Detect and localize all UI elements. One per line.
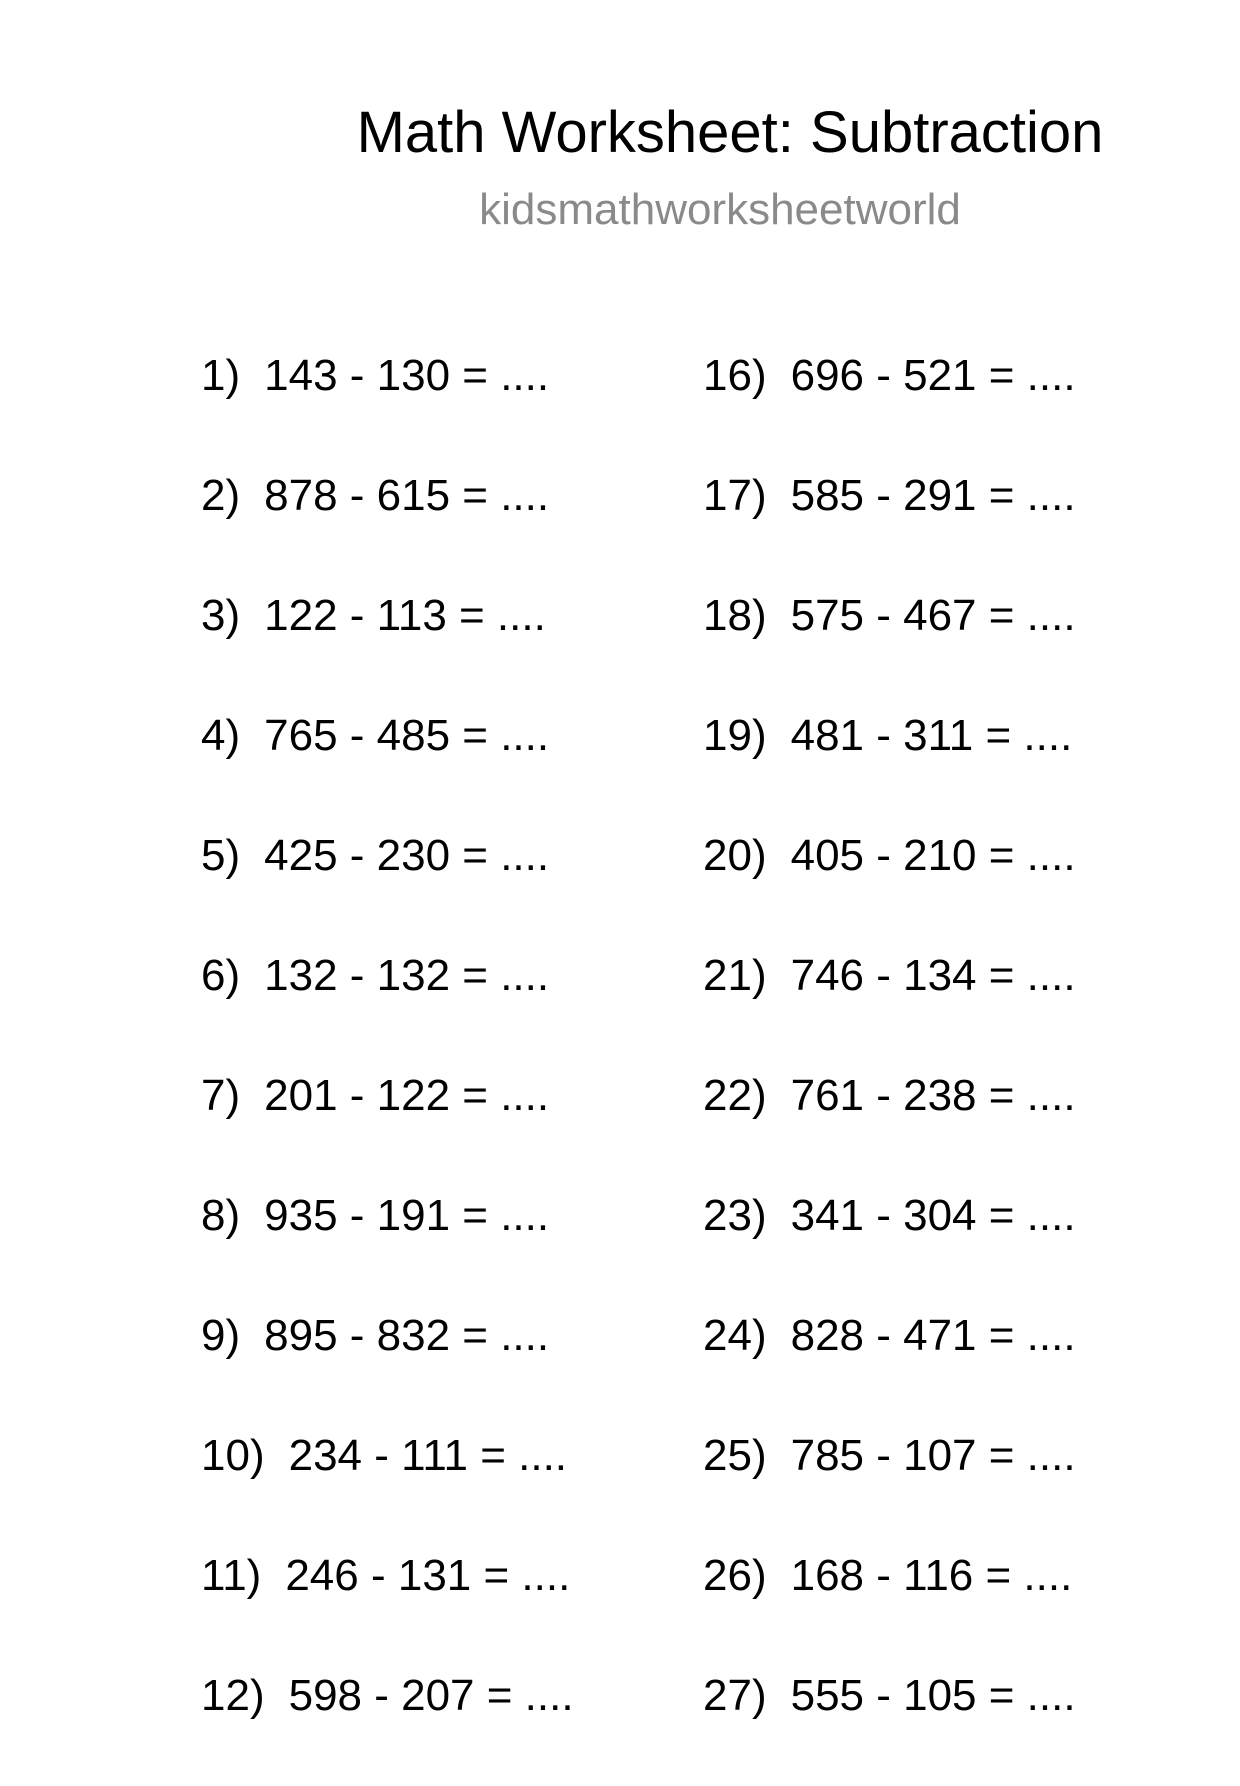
problem-item	[703, 1426, 1076, 1546]
problem-number: 6)	[201, 951, 241, 1000]
problem-number: 22)	[703, 1071, 767, 1120]
problem-expression: 828 - 471 = ....	[790, 1311, 1076, 1360]
problem-expression: 201 - 122 = ....	[264, 1071, 550, 1120]
problem-number: 19)	[703, 711, 767, 760]
problem-expression: 143 - 130 = ....	[264, 351, 550, 400]
problem-item	[201, 826, 574, 946]
problem-item	[201, 346, 574, 466]
problem-expression: 878 - 615 = ....	[264, 471, 550, 520]
problem-number: 2)	[201, 471, 241, 520]
problem-expression: 405 - 210 = ....	[790, 831, 1076, 880]
problem-expression: 895 - 832 = ....	[264, 1311, 550, 1360]
problem-item	[703, 1666, 1076, 1786]
problem-item	[703, 346, 1076, 466]
problem-expression: 585 - 291 = ....	[790, 471, 1076, 520]
problem-number: 3)	[201, 591, 241, 640]
problem-number: 20)	[703, 831, 767, 880]
problem-item	[201, 1546, 574, 1666]
problem-expression: 168 - 116 = ....	[790, 1551, 1073, 1600]
problem-number: 23)	[703, 1191, 767, 1240]
problem-expression: 935 - 191 = ....	[264, 1191, 550, 1240]
problem-expression: 481 - 311 = ....	[790, 711, 1073, 760]
problem-item	[201, 1306, 574, 1426]
problem-item	[201, 706, 574, 826]
problem-item	[703, 1066, 1076, 1186]
problem-number: 5)	[201, 831, 241, 880]
problem-expression: 425 - 230 = ....	[264, 831, 550, 880]
problem-number: 17)	[703, 471, 767, 520]
problem-item	[703, 1306, 1076, 1426]
page-title: Math Worksheet: Subtraction	[356, 100, 1104, 165]
problem-item	[703, 706, 1076, 826]
problem-item	[703, 1546, 1076, 1666]
problem-item	[201, 466, 574, 586]
problem-number: 18)	[703, 591, 767, 640]
problem-expression: 785 - 107 = ....	[790, 1431, 1076, 1480]
problem-expression: 575 - 467 = ....	[790, 591, 1076, 640]
problem-expression: 341 - 304 = ....	[790, 1191, 1076, 1240]
problem-item	[703, 1186, 1076, 1306]
problem-expression: 555 - 105 = ....	[790, 1671, 1076, 1720]
problem-expression: 761 - 238 = ....	[790, 1071, 1076, 1120]
problem-number: 11)	[201, 1551, 262, 1600]
problem-column-left	[201, 346, 574, 1786]
problem-expression: 132 - 132 = ....	[264, 951, 550, 1000]
problem-number: 12)	[201, 1671, 265, 1720]
problem-number: 7)	[201, 1071, 241, 1120]
problem-expression: 246 - 131 = ....	[285, 1551, 571, 1600]
problem-item	[201, 1186, 574, 1306]
problem-number: 25)	[703, 1431, 767, 1480]
problem-item	[201, 1066, 574, 1186]
problem-number: 26)	[703, 1551, 767, 1600]
problem-item	[201, 1426, 574, 1546]
problem-item	[703, 586, 1076, 706]
problem-number: 27)	[703, 1671, 767, 1720]
problem-item	[201, 586, 574, 706]
problem-number: 10)	[201, 1431, 265, 1480]
problem-number: 16)	[703, 351, 767, 400]
problem-expression: 234 - 111 = ....	[288, 1431, 568, 1480]
problem-expression: 122 - 113 = ....	[264, 591, 546, 640]
problem-expression: 765 - 485 = ....	[264, 711, 550, 760]
problem-item	[703, 946, 1076, 1066]
problem-column-right	[703, 346, 1076, 1786]
problem-number: 9)	[201, 1311, 241, 1360]
problem-number: 21)	[703, 951, 767, 1000]
problem-number: 4)	[201, 711, 241, 760]
problem-expression: 696 - 521 = ....	[790, 351, 1076, 400]
problem-item	[201, 946, 574, 1066]
problem-expression: 746 - 134 = ....	[790, 951, 1076, 1000]
problem-number: 8)	[201, 1191, 241, 1240]
problem-item	[201, 1666, 574, 1786]
problem-item	[703, 466, 1076, 586]
source-subtitle: kidsmathworksheetworld	[479, 185, 961, 234]
problem-expression: 598 - 207 = ....	[288, 1671, 574, 1720]
problem-number: 24)	[703, 1311, 767, 1360]
problem-number: 1)	[201, 351, 241, 400]
problem-item	[703, 826, 1076, 946]
